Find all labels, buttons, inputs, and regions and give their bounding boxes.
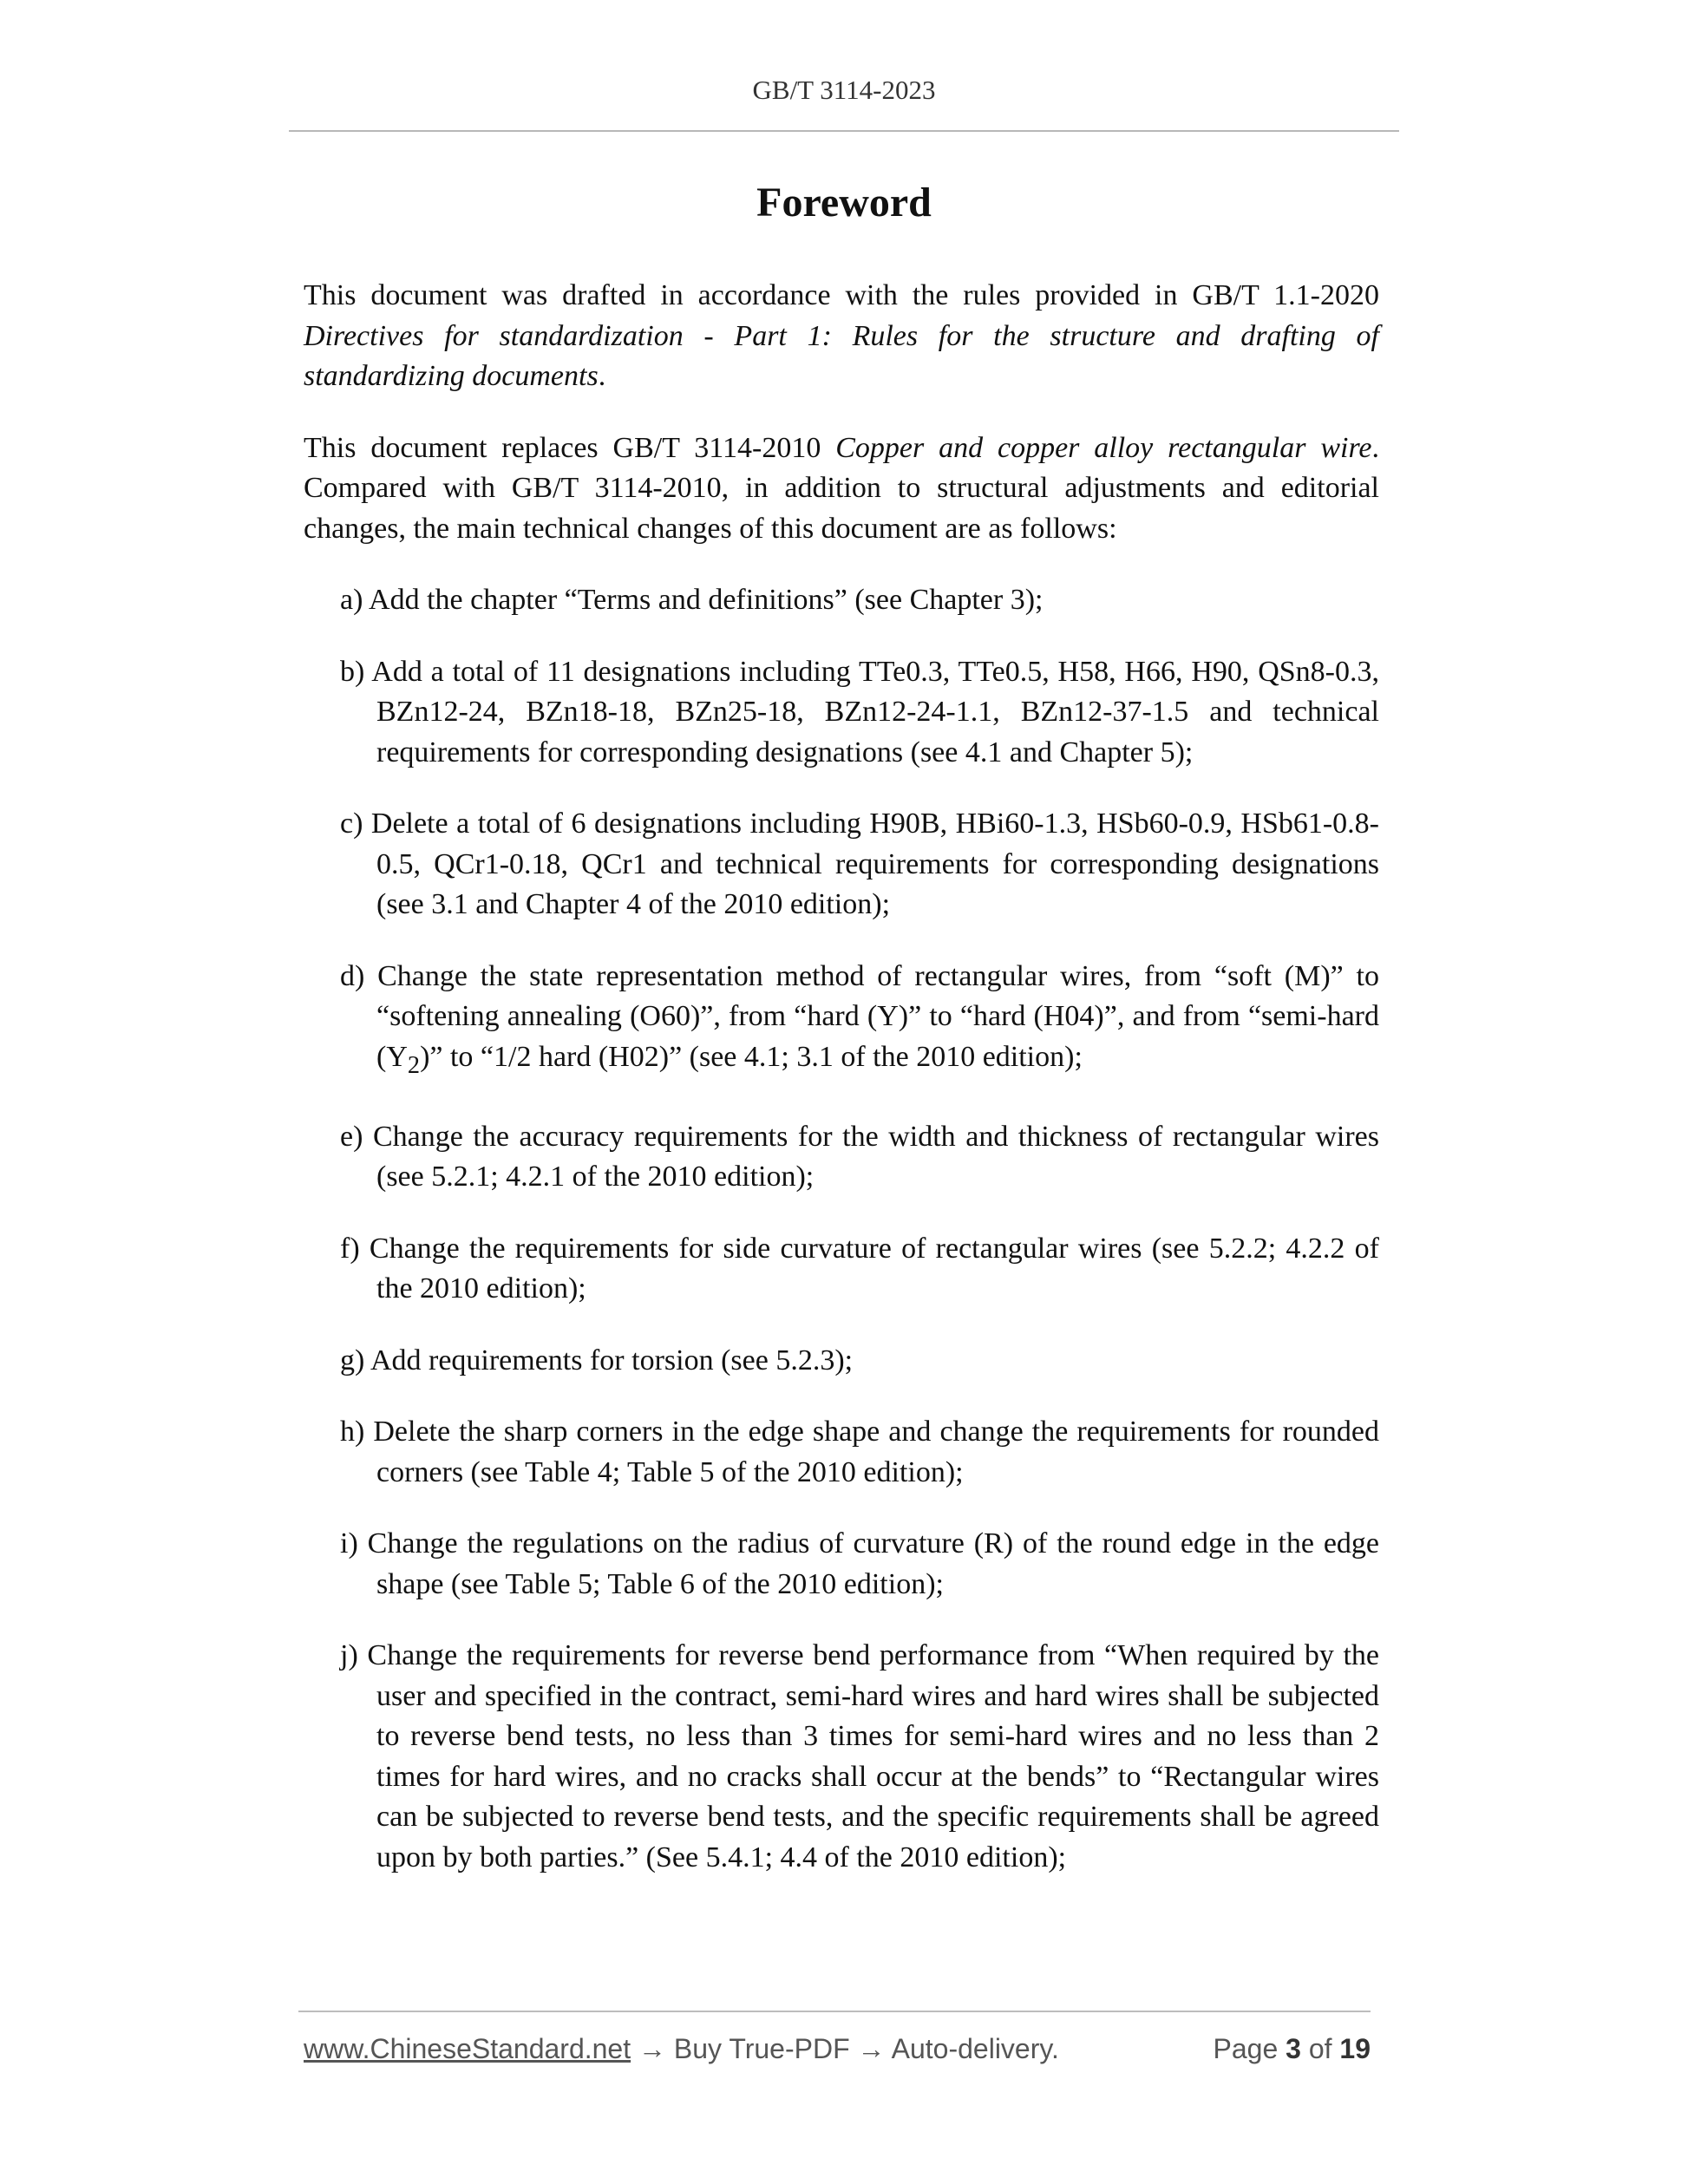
change-item-e: e) Change the accuracy requirements for the width and thickness of rectangular wires (see 5.2.1; 4.2.1 of the 2010 edition); [340,1120,1379,1193]
technical-changes-list [304,580,1379,1878]
subscript: 2 [407,1051,421,1079]
change-item-c: c) Delete a total of 6 designations including H90B, HBi60-1.3, HSb60-0.9, HSb61-0.8-0.5, QCr1-0.18, QCr1 and technical requirements for corresponding designations (see 3.1 and Chapter 4 of the 2010 edition); [340,808,1379,920]
header-divider [289,130,1399,132]
promo-text: → Buy True-PDF → Auto-delivery. [631,2033,1059,2064]
change-item-i: i) Change the regulations on the radius of curvature (R) of the round edge in the edge shape (see Table 5; Table 6 of the 2010 edition); [340,1527,1379,1600]
page-footer [304,2033,1371,2068]
change-item-g: g) Add requirements for torsion (see 5.2.3); [340,1344,854,1376]
change-item-b: b) Add a total of 11 designations including TTe0.3, TTe0.5, H58, H66, H90, QSn8-0.3, BZn12-24, BZn18-18, BZn25-18, BZn12-24-1.1, BZn12-37-1.5 and technical requirements for corresponding designations (see 4.1 and Chapter 5); [340,655,1379,768]
standard-title-italic: Directives for standardization - Part 1: Rules for the structure and drafting of standardizing documents [304,319,1379,392]
change-item-h: h) Delete the sharp corners in the edge shape and change the requirements for rounded corners (see Table 4; Table 5 of the 2010 edition); [340,1416,1379,1488]
document-code: GB/T 3114-2023 [752,75,936,105]
footer-divider [298,2011,1371,2012]
paragraph-replacement: This document replaces GB/T 3114-2010 Copper and copper alloy rectangular wire. Compared with GB/T 3114-2010, in addition to structural adjustments and editorial changes, the main technical changes of this document are as follows: [304,431,1380,545]
current-page-number: 3 [1286,2033,1301,2064]
page-title: Foreword [756,180,932,226]
change-item-a: a) Add the chapter “Terms and definitions” (see Chapter 3); [340,584,1044,616]
website-link[interactable]: www.ChineseStandard.net [304,2033,631,2064]
footer-promo [304,2033,1059,2065]
replaced-standard-title-italic: Copper and copper alloy rectangular wire [835,431,1372,464]
change-item-d: d) Change the state representation method of rectangular wires, from “soft (M)” to “softening annealing (O60)”, from “hard (Y)” to “hard (H04)”, and from “semi-hard $(Y_2)$” to “1/2 hard (H02)” (see 4.1; 3.1 of the 2010 edition); [340,959,1379,1079]
document-body [304,276,1379,1909]
paragraph-drafting-rules: This document was drafted in accordance with the rules provided in GB/T 1.1-2020 Directives for standardization - Part 1: Rules for the structure and drafting of standardizing documents. [304,279,1379,392]
change-item-j: j) Change the requirements for reverse bend performance from “When required by the user and specified in the contract, semi-hard wires and hard wires shall be subjected to reverse bend tests, no less than 3 times for semi-hard wires and no less than 2 times for hard wires, and no cracks shall occur at the bends” to “Rectangular wires can be subjected to reverse bend tests, and the specific requirements shall be agreed upon by both parties.” (See 5.4.1; 4.4 of the 2010 edition); [340,1639,1379,1873]
page-indicator: Page 3 of 19 [1213,2033,1371,2064]
total-page-count: 19 [1339,2033,1371,2064]
change-item-f: f) Change the requirements for side curvature of rectangular wires (see 5.2.2; 4.2.2 of the 2010 edition); [340,1232,1379,1305]
